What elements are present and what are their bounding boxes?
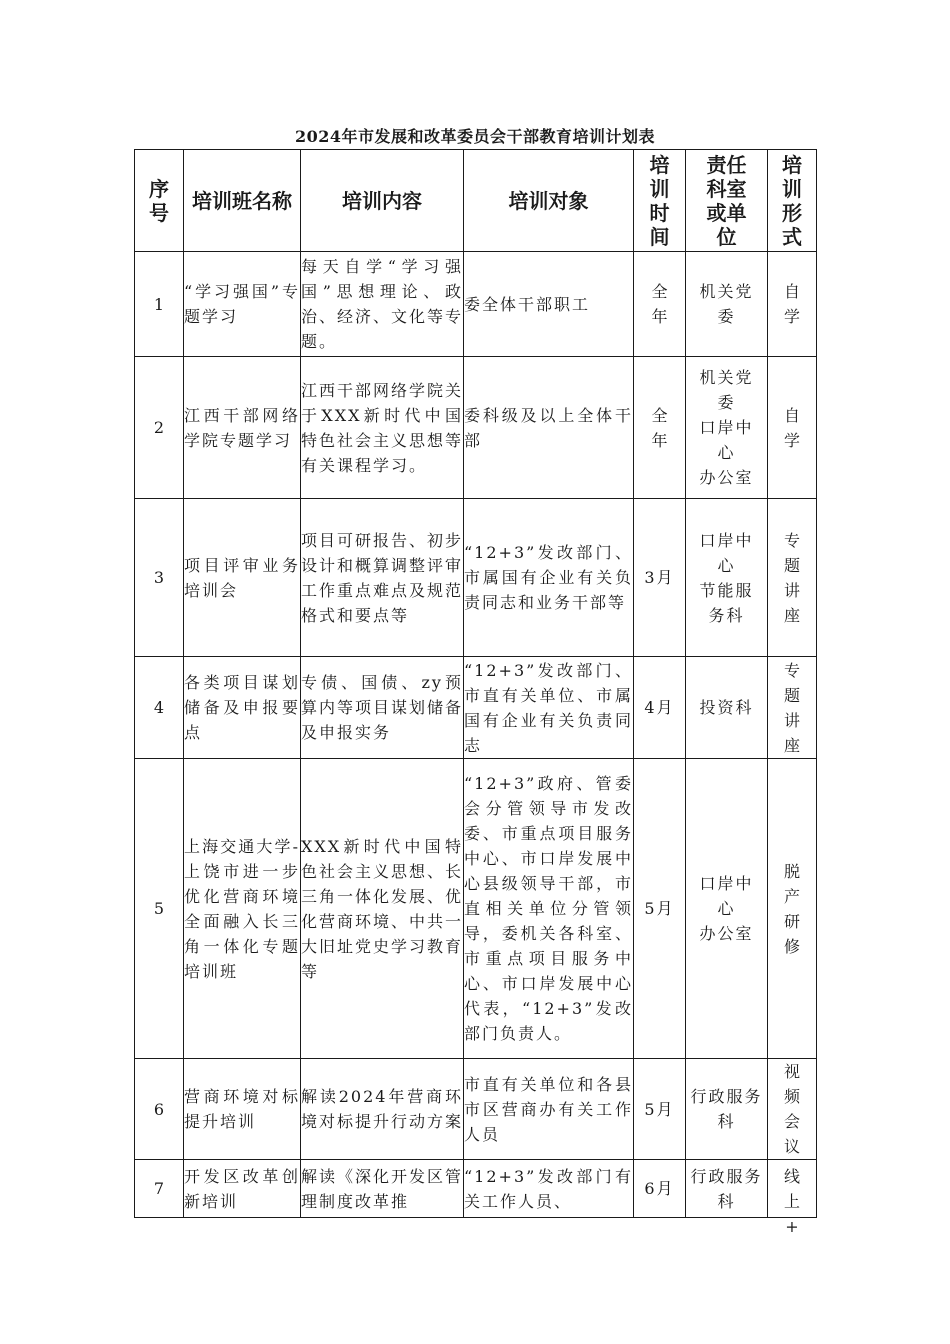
- row-number: 6: [135, 1059, 184, 1160]
- course-name: 开发区改革创新培训: [184, 1160, 301, 1218]
- course-form: 专题讲座: [768, 499, 817, 657]
- column-header: 培训对象: [464, 150, 634, 252]
- course-content: 解读《深化开发区管理制度改革推: [301, 1160, 464, 1218]
- course-time: 6月: [634, 1160, 686, 1218]
- course-target: 市直有关单位和各县市区营商办有关工作人员: [464, 1059, 634, 1160]
- course-content: 每天自学“学习强国”思想理论、政治、经济、文化等专题。: [301, 252, 464, 357]
- course-content: 解读2024年营商环境对标提升行动方案: [301, 1059, 464, 1160]
- responsible-unit: 口岸中心 节能服务科: [686, 499, 768, 657]
- course-content: 项目可研报告、初步设计和概算调整评审工作重点难点及规范格式和要点等: [301, 499, 464, 657]
- course-target: 委科级及以上全体干部: [464, 357, 634, 499]
- column-header: 责任科室或单位: [686, 150, 768, 252]
- row-number: 3: [135, 499, 184, 657]
- course-time: 全年: [634, 357, 686, 499]
- responsible-unit: 机关党委 口岸中心 办公室: [686, 357, 768, 499]
- course-target: “12+3”发改部门、市属国有企业有关负责同志和业务干部等: [464, 499, 634, 657]
- course-time: 5月: [634, 759, 686, 1059]
- course-time: 4月: [634, 657, 686, 759]
- course-content: XXX新时代中国特色社会主义思想、长三角一体化发展、优化营商环境、中共一大旧址党史学习教育等: [301, 759, 464, 1059]
- course-target: “12+3”政府、管委会分管领导市发改委、市重点项目服务中心、市口岸发展中心县级领导干部，市直相关单位分管领导，委机关各科室、市重点项目服务中心、市口岸发展中心代表，“12+3”发改部门负责人。: [464, 759, 634, 1059]
- table-row: [135, 1059, 817, 1160]
- course-name: 项目评审业务培训会: [184, 499, 301, 657]
- table-row: [135, 499, 817, 657]
- responsible-unit: 行政服务科: [686, 1160, 768, 1218]
- course-form: 线上+: [768, 1160, 817, 1218]
- course-target: “12+3”发改部门、市直有关单位、市属国有企业有关负责同志: [464, 657, 634, 759]
- responsible-unit: 机关党委: [686, 252, 768, 357]
- column-header: 培训内容: [301, 150, 464, 252]
- table-row: [135, 759, 817, 1059]
- responsible-unit: 行政服务科: [686, 1059, 768, 1160]
- course-name: 江西干部网络学院专题学习: [184, 357, 301, 499]
- row-number: 4: [135, 657, 184, 759]
- column-header: 培训班名称: [184, 150, 301, 252]
- column-header: 培训形式: [768, 150, 817, 252]
- responsible-unit: 口岸中心 办公室: [686, 759, 768, 1059]
- column-header: 培训时间: [634, 150, 686, 252]
- table-row: [135, 357, 817, 499]
- table-row: [135, 252, 817, 357]
- course-name: 上海交通大学-上饶市进一步优化营商环境全面融入长三角一体化专题培训班: [184, 759, 301, 1059]
- course-name: 营商环境对标提升培训: [184, 1059, 301, 1160]
- document-title: 2024年市发展和改革委员会干部教育培训计划表: [294, 127, 656, 146]
- table-header-row: [135, 150, 817, 252]
- course-time: 全年: [634, 252, 686, 357]
- row-number: 2: [135, 357, 184, 499]
- table-row: [135, 657, 817, 759]
- training-plan-table: [134, 149, 817, 1236]
- course-time: 3月: [634, 499, 686, 657]
- row-number: 5: [135, 759, 184, 1059]
- column-header: 序号: [135, 150, 184, 252]
- course-content: 江西干部网络学院关于XXX新时代中国特色社会主义思想等有关课程学习。: [301, 357, 464, 499]
- course-form: 自学: [768, 357, 817, 499]
- course-form: 专题讲座: [768, 657, 817, 759]
- course-time: 5月: [634, 1059, 686, 1160]
- responsible-unit: 投资科: [686, 657, 768, 759]
- course-name: 各类项目谋划储备及申报要点: [184, 657, 301, 759]
- course-form: 自学: [768, 252, 817, 357]
- row-number: 7: [135, 1160, 184, 1218]
- course-content: 专债、国债、zy预算内等项目谋划储备及申报实务: [301, 657, 464, 759]
- course-name: “学习强国”专题学习: [184, 252, 301, 357]
- course-form: 视频会议: [768, 1059, 817, 1160]
- course-target: 委全体干部职工: [464, 252, 634, 357]
- course-form: 脱产研修: [768, 759, 817, 1059]
- row-number: 1: [135, 252, 184, 357]
- table-row: [135, 1160, 817, 1218]
- course-target: “12+3”发改部门有关工作人员、: [464, 1160, 634, 1218]
